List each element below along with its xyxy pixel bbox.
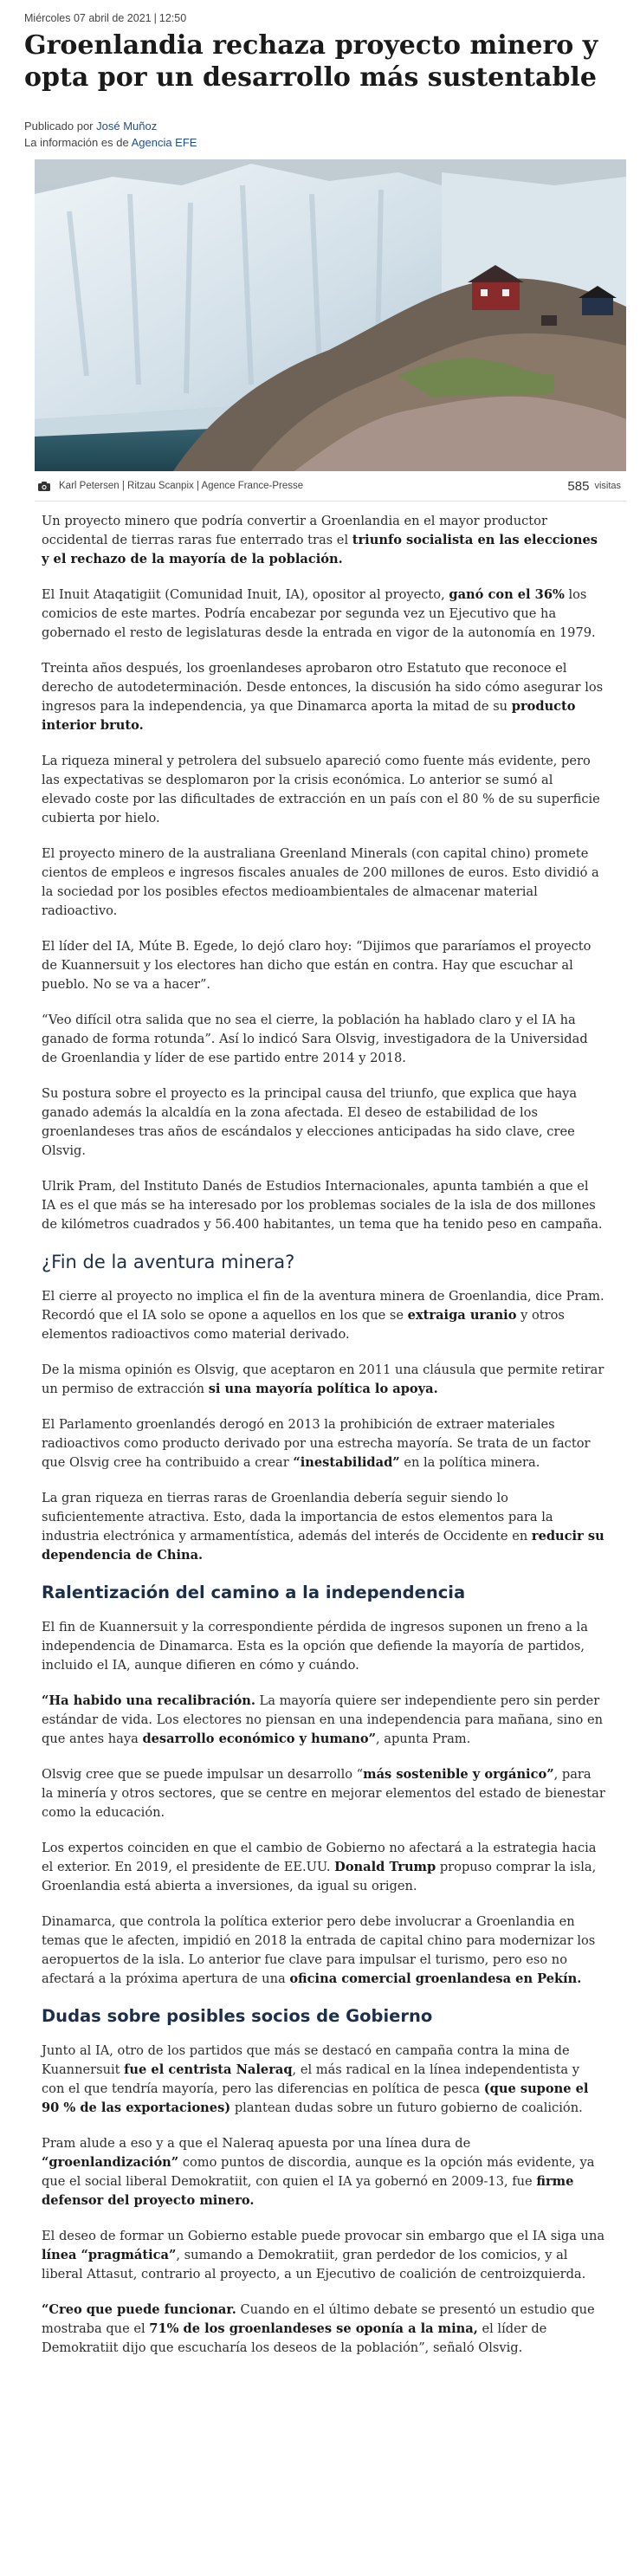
section-heading: Ralentización del camino a la independencia [42, 1582, 466, 1602]
paragraph: Un proyecto minero que podría convertir a Groenlandia en el mayor productor occidental de tierras raras fue enterrado tras el triunfo socialista en las elecciones y el rechazo de la mayoría de la población. [42, 514, 598, 566]
paragraph: Junto al IA, otro de los partidos que más se destacó en campaña contra la mina de Kuannersuit fue el centrista Naleraq, el más radical en la línea independentista y con el que tendría mayoría, pero las diferencias en política de pesca (que supone el 90 % de las exportaciones) plantean dudas sobre un futuro gobierno de coalición. [42, 2043, 589, 2115]
byline [24, 118, 616, 151]
dateline: Miércoles 07 abril de 2021 | 12:50 [24, 12, 187, 24]
paragraph: Su postura sobre el proyecto es la principal causa del triunfo, que explica que haya ganado además la alcaldía en la zona afectada. El deseo de estabilidad de los groenlandeses tras años de escándalos y elecciones anticipadas ha sido clave, cree Olsvig. [42, 1086, 578, 1158]
paragraph: La gran riqueza en tierras raras de Groenlandia debería seguir siendo lo suficientemente atractiva. Esto, dada la importancia de estos elementos para la industria electrónica y armamentística, además del interés de Occidente en reducir su dependencia de China. [42, 1491, 604, 1563]
views-count: 585 [567, 478, 590, 494]
paragraph: El fin de Kuannersuit y la correspondiente pérdida de ingresos suponen un freno a la independencia de Dinamarca. Esta es la opción que defiende la mayoría de partidos, incluido el IA, aunque difieren en cómo y cuándo. [42, 1620, 588, 1673]
camera-icon [38, 482, 50, 491]
views-label: visitas [594, 481, 621, 491]
publish-date: Miércoles 07 abril de 2021 [24, 12, 152, 24]
photo-caption-bar [35, 471, 626, 502]
published-by-label: Publicado por [24, 120, 94, 133]
paragraph: “Creo que puede funcionar. Cuando en el último debate se presentó un estudio que mostraba que el 71% de los groenlandeses se oponía a la mina, el líder de Demokratiit dijo que escucharía los deseos de la población”, señaló Olsvig. [42, 2302, 595, 2355]
paragraph: Olsvig cree que se puede impulsar un desarrollo “más sostenible y orgánico”, para la minería y otros sectores, que se centre en mejorar elementos del estado de bienestar como la educación. [42, 1767, 605, 1820]
source-link[interactable]: Agencia EFE [131, 136, 197, 149]
paragraph: El deseo de formar un Gobierno estable puede provocar sin embargo que el IA siga una línea “pragmática”, sumando a Demokratiit, gran perdedor de los comicios, y al liberal Attasut, contrario al proyecto, a un Ejecutivo de coalición de centroizquierda. [42, 2229, 605, 2282]
paragraph: El líder del IA, Múte B. Egede, lo dejó claro hoy: “Dijimos que pararíamos el proyecto de Kuannersuit y los electores han dicho que están en contra. Hay que escuchar al pueblo. No se va a hacer”. [42, 939, 592, 992]
paragraph: De la misma opinión es Olsvig, que aceptaron en 2011 una cláusula que permite retirar un permiso de extracción si una mayoría política lo apoya. [42, 1362, 604, 1396]
source-label: La información es de [24, 136, 129, 149]
paragraph: El proyecto minero de la australiana Greenland Minerals (con capital chino) promete cientos de empleos e ingresos fiscales anuales de 200 millones de euros. Esto dividió a la sociedad por los posibles efectos medioambientales de almacenar material radioactivo. [42, 846, 599, 918]
paragraph: El Inuit Ataqatigiit (Comunidad Inuit, IA), opositor al proyecto, ganó con el 36% los comicios de este martes. Podría encabezar por segunda vez un Ejecutivo que ha gobernado el resto de legislaturas desde la entrada en vigor de la autonomía en 1979. [42, 587, 596, 640]
iceberg-photo [35, 159, 626, 471]
article-body [24, 502, 616, 2358]
article-title: Groenlandia rechaza proyecto minero y opta por un desarrollo más sustentable [24, 30, 598, 93]
publish-time: 12:50 [158, 12, 187, 24]
paragraph: Treinta años después, los groenlandeses aprobaron otro Estatuto que reconoce el derecho de autodeterminación. Desde entonces, la discusión ha sido cómo asegurar los ingresos para la independencia, ya que Dinamarca aporta la mitad de su producto interior bruto. [42, 661, 604, 733]
paragraph: Los expertos coinciden en que el cambio de Gobierno no afectará a la estrategia hacia el exterior. En 2019, el presidente de EE.UU. Donald Trump propuso comprar la isla, Groenlandia está abierta a inversiones, da igual su origen. [42, 1841, 597, 1893]
paragraph: “Ha habido una recalibración. La mayoría quiere ser independiente pero sin perder estándar de vida. Los electores no piensan en una independencia para mañana, sino en que antes haya desarrollo económico y humano”, apunta Pram. [42, 1693, 603, 1746]
section-heading: ¿Fin de la aventura minera? [42, 1252, 295, 1272]
paragraph: El cierre al proyecto no implica el fin de la aventura minera de Groenlandia, dice Pram. Recordó que el IA solo se opone a aquellos en los que se extraiga uranio y otros elementos radioactivos como material derivado. [42, 1289, 604, 1342]
photo-credit: Karl Petersen | Ritzau Scanpix | Agence France-Presse [59, 481, 304, 491]
paragraph: Pram alude a eso y a que el Naleraq apuesta por una línea dura de “groenlandización” como puntos de discordia, aunque es la opción más evidente, ya que el social liberal Demokratiit, con quien el IA ya gobernó en 2009-13, fue firme defensor del proyecto minero. [42, 2136, 595, 2208]
hero-photo [35, 159, 626, 471]
author-link[interactable]: José Muñoz [96, 120, 158, 133]
paragraph: Ulrik Pram, del Instituto Danés de Estudios Internacionales, apunta también a que el IA es el que más se ha interesado por los problemas sociales de la isla de dos millones de kilómetros cuadrados y 56.400 habitantes, un tema que ha tenido peso en campaña. [42, 1179, 603, 1232]
paragraph: “Veo difícil otra salida que no sea el cierre, la población ha hablado claro y el IA ha ganado de forma rotunda”. Así lo indicó Sara Olsvig, investigadora de la Universidad de Groenlandia y líder de ese partido entre 2014 y 2018. [42, 1013, 588, 1065]
paragraph: El Parlamento groenlandés derogó en 2013 la prohibición de extraer materiales radioactivos como producto derivado por una estrecha mayoría. Se trata de un factor que Olsvig cree ha contribuido a crear “inestabilidad” en la política minera. [42, 1417, 591, 1470]
section-heading: Dudas sobre posibles socios de Gobierno [42, 2006, 433, 2026]
paragraph: La riqueza mineral y petrolera del subsuelo apareció como fuente más evidente, pero las expectativas se desplomaron por la crisis económica. Lo anterior se sumó al elevado coste por las dificultades de extracción en un país con el 80 % de su superficie cubierta por hielo. [42, 754, 600, 825]
paragraph: Dinamarca, que controla la política exterior pero debe involucrar a Groenlandia en temas que le afecten, impidió en 2018 la entrada de capital chino para modernizar los aeropuertos de la isla. Lo anterior fue clave para impulsar el turismo, pero eso no afectará a la próxima apertura de una oficina comercial groenlandesa en Pekín. [42, 1914, 596, 1986]
